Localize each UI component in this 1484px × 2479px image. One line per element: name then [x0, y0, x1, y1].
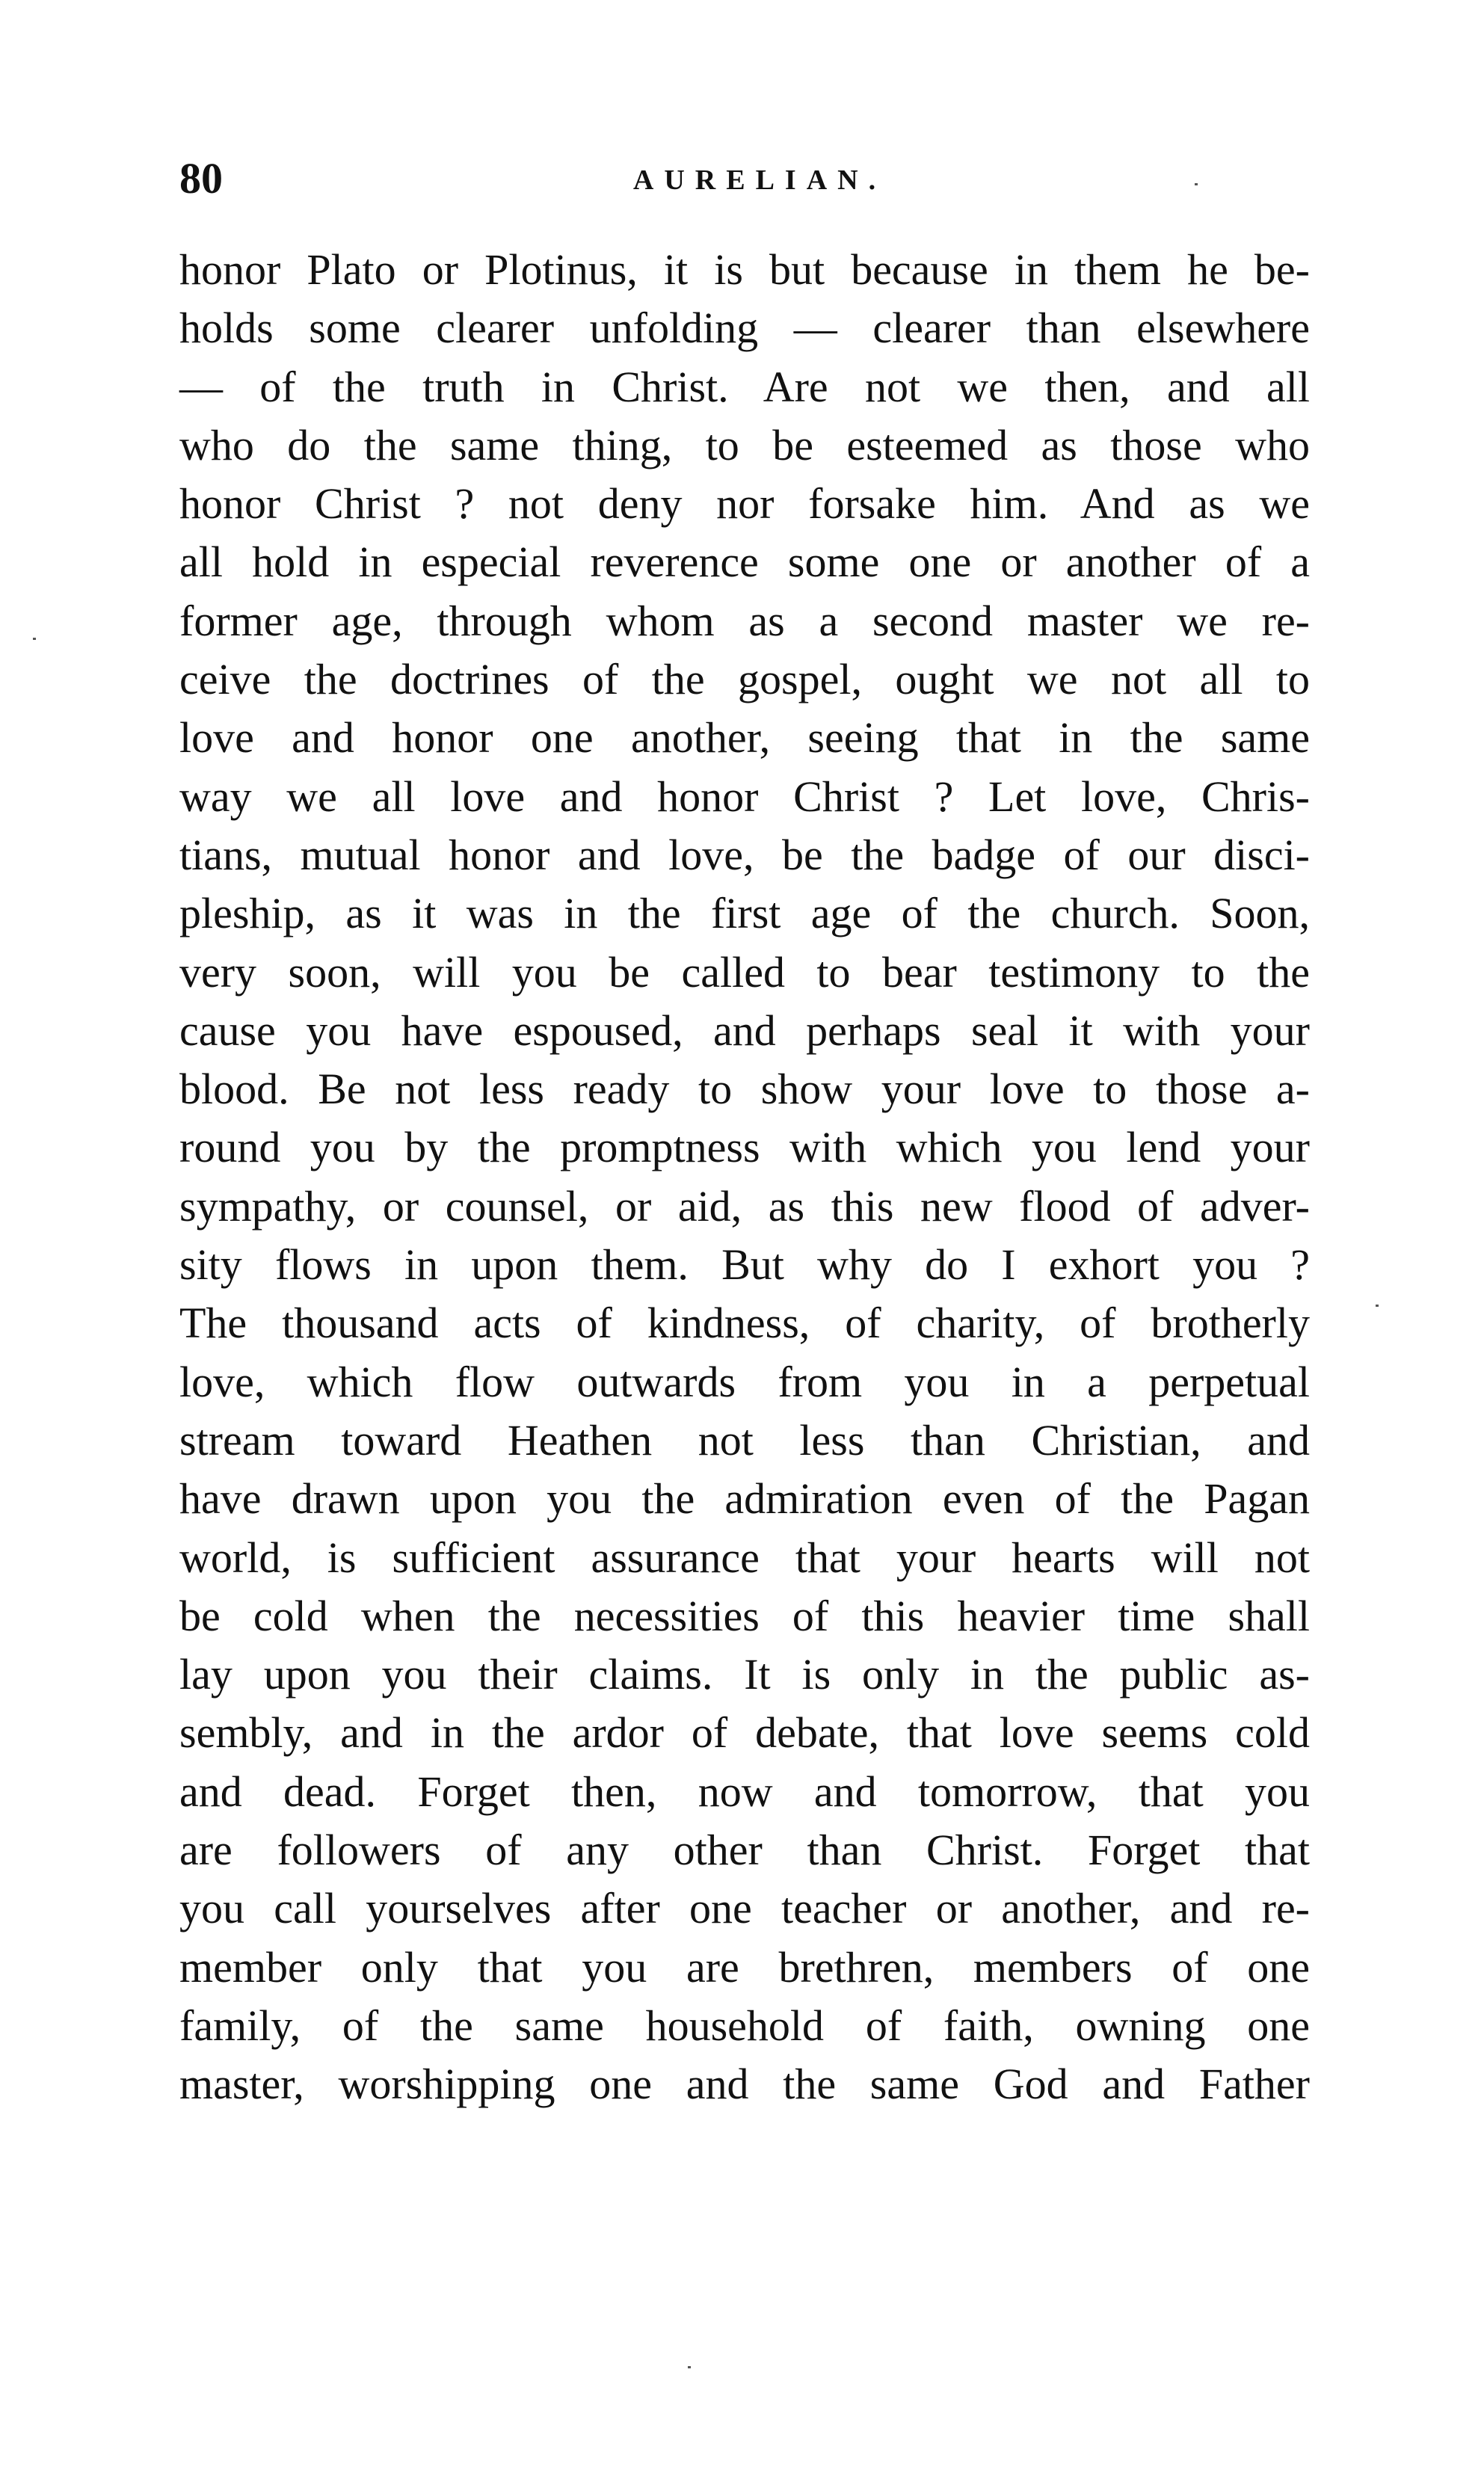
text-line: — of the truth in Christ. Are not we then, and all [179, 362, 1310, 411]
text-line: love and honor one another, seeing that in the same [179, 713, 1310, 763]
text-line: former age, through whom as a second master we re- [179, 596, 1310, 645]
text-line: world, is sufficient assurance that your hearts will not [179, 1533, 1310, 1582]
running-title: AURELIAN. [632, 164, 887, 196]
text-line: way we all love and honor Christ ? Let love, Chris- [179, 772, 1310, 821]
text-line: tians, mutual honor and love, be the badge of our disci- [179, 830, 1310, 879]
scan-speck [1376, 1305, 1379, 1307]
text-line: who do the same thing, to be esteemed as those who [179, 420, 1310, 469]
text-line: sity flows in upon them. But why do I exhort you ? [179, 1240, 1310, 1290]
text-line: honor Christ ? not deny nor forsake him. And as we [179, 479, 1310, 529]
text-line: honor Plato or Plotinus, it is but because in them he be- [179, 245, 1310, 294]
text-line: love, which flow outwards from you in a perpetual [179, 1357, 1310, 1406]
text-line: round you by the promptness with which you lend your [179, 1123, 1310, 1172]
scan-speck [1195, 183, 1198, 185]
text-line: ceive the doctrines of the gospel, ought we not all to [179, 655, 1310, 704]
scan-speck [688, 2366, 691, 2368]
scan-speck [33, 638, 36, 640]
text-line: cause you have espoused, and perhaps seal it with your [179, 1006, 1310, 1055]
text-line: pleship, as it was in the first age of the church. Soon, [179, 889, 1310, 938]
text-line: you call yourselves after one teacher or another, and re- [179, 1884, 1310, 1933]
page-header [179, 153, 1310, 206]
text-line: master, worshipping one and the same God and Father [179, 2060, 1310, 2109]
text-line: blood. Be not less ready to show your love to those a- [179, 1065, 1310, 1114]
text-line: sembly, and in the ardor of debate, that love seems cold [179, 1708, 1310, 1758]
text-line: The thousand acts of kindness, of charity, of brotherly [179, 1299, 1310, 1348]
text-line: all hold in especial reverence some one or another of a [179, 538, 1310, 587]
text-line: holds some clearer unfolding — clearer than elsewhere [179, 304, 1310, 353]
text-line: member only that you are brethren, members of one [179, 1942, 1310, 1992]
text-line: family, of the same household of faith, owning one [179, 2001, 1310, 2050]
text-line: lay upon you their claims. It is only in the public as- [179, 1650, 1310, 1699]
text-line: be cold when the necessities of this heavier time shall [179, 1591, 1310, 1640]
body-text [179, 241, 1310, 2114]
text-line: and dead. Forget then, now and tomorrow, that you [179, 1767, 1310, 1816]
text-line: are followers of any other than Christ. Forget that [179, 1826, 1310, 1875]
page-number: 80 [179, 154, 223, 203]
text-line: sympathy, or counsel, or aid, as this new flood of adver- [179, 1181, 1310, 1231]
text-line: have drawn upon you the admiration even of the Pagan [179, 1474, 1310, 1524]
text-line: very soon, will you be called to bear testimony to the [179, 947, 1310, 997]
text-line: stream toward Heathen not less than Christian, and [179, 1415, 1310, 1465]
